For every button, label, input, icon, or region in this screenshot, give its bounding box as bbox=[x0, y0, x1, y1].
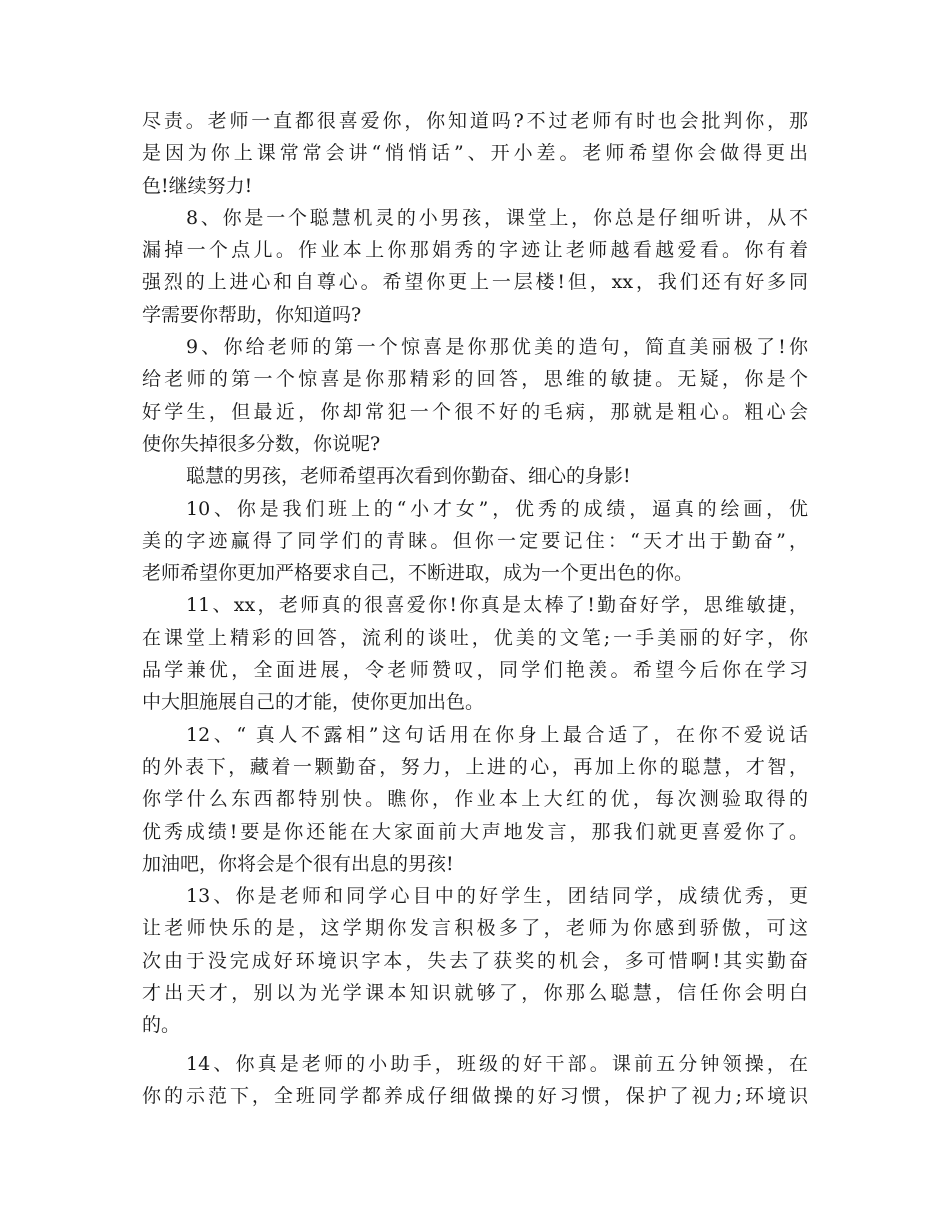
text-line: 老师希望你更加严格要求自己，不断进取，成为一个更出色的你。 bbox=[142, 562, 694, 585]
text-line: 的外表下，藏着一颗勤奋，努力，上进的心，再加上你的聪慧，才智， bbox=[142, 755, 808, 778]
text-line: 你学什么东西都特别快。瞧你，作业本上大红的优，每次测验取得的 bbox=[142, 788, 808, 811]
paragraph bbox=[142, 493, 808, 590]
text-line: 的。 bbox=[142, 1014, 181, 1037]
text-line: 色!继续努力! bbox=[142, 174, 253, 197]
text-line: 9、你给老师的第一个惊喜是你那优美的造句，简直美丽极了!你 bbox=[186, 336, 808, 359]
text-line: 使你失掉很多分数，你说呢? bbox=[142, 432, 381, 455]
paragraph bbox=[142, 460, 808, 492]
document-body bbox=[142, 105, 808, 1112]
text-line: 次由于没完成好环境识字本，失去了获奖的机会，多可惜啊!其实勤奋 bbox=[142, 949, 808, 972]
text-line: 加油吧，你将会是个很有出息的男孩! bbox=[142, 852, 454, 875]
text-line: 尽责。老师一直都很喜爱你，你知道吗?不过老师有时也会批判你，那 bbox=[142, 110, 808, 132]
text-line: 11、xx，老师真的很喜爱你!你真是太棒了!勤奋好学，思维敏捷， bbox=[186, 594, 808, 617]
text-line: 才出天才，别以为光学课本知识就够了，你那么聪慧，信任你会明白 bbox=[142, 982, 808, 1005]
paragraph bbox=[142, 719, 808, 880]
text-line: 给老师的第一个惊喜是你那精彩的回答，思维的敏捷。无疑，你是个 bbox=[142, 368, 808, 391]
paragraph bbox=[142, 1048, 808, 1113]
text-line: 10、你是我们班上的“小才女”，优秀的成绩，逼真的绘画，优 bbox=[186, 497, 808, 520]
text-line: 美的字迹赢得了同学们的青睐。但你一定要记住：“天才出于勤奋”， bbox=[142, 529, 808, 552]
text-line: 聪慧的男孩，老师希望再次看到你勤奋、细心的身影! bbox=[186, 465, 631, 488]
text-line: 12、“ 真人不露相”这句话用在你身上最合适了，在你不爱说话 bbox=[186, 723, 808, 746]
text-line: 13、你是老师和同学心目中的好学生，团结同学，成绩优秀，更 bbox=[186, 885, 808, 908]
text-line: 在课堂上精彩的回答，流利的谈吐，优美的文笔;一手美丽的好字，你 bbox=[142, 626, 808, 649]
text-line: 漏掉一个点儿。作业本上你那娟秀的字迹让老师越看越爱看。你有着 bbox=[142, 239, 808, 262]
paragraph bbox=[142, 589, 808, 718]
text-line: 品学兼优，全面进展，令老师赞叹，同学们艳羡。希望今后你在学习 bbox=[142, 659, 808, 682]
text-line: 好学生，但最近，你却常犯一个很不好的毛病，那就是粗心。粗心会 bbox=[142, 400, 808, 423]
text-line: 14、你真是老师的小助手，班级的好干部。课前五分钟领操，在 bbox=[186, 1052, 808, 1075]
text-line: 优秀成绩!要是你还能在大家面前大声地发言，那我们就更喜爱你了。 bbox=[142, 820, 808, 843]
text-line: 强烈的上进心和自尊心。希望你更上一层楼!但，xx，我们还有好多同 bbox=[142, 271, 808, 294]
paragraph bbox=[142, 105, 808, 202]
text-line: 让老师快乐的是，这学期你发言积极多了，老师为你感到骄傲，可这 bbox=[142, 917, 808, 940]
paragraph bbox=[142, 202, 808, 331]
text-line: 学需要你帮助，你知道吗? bbox=[142, 303, 362, 326]
text-line: 你的示范下，全班同学都养成仔细做操的好习惯，保护了视力;环境识 bbox=[142, 1084, 808, 1107]
text-line: 是因为你上课常常会讲“悄悄话”、开小差。老师希望你会做得更出 bbox=[142, 142, 808, 165]
paragraph bbox=[142, 880, 808, 1041]
text-line: 8、你是一个聪慧机灵的小男孩，课堂上，你总是仔细听讲，从不 bbox=[186, 206, 808, 229]
text-line: 中大胆施展自己的才能，使你更加出色。 bbox=[142, 691, 485, 714]
paragraph bbox=[142, 331, 808, 460]
